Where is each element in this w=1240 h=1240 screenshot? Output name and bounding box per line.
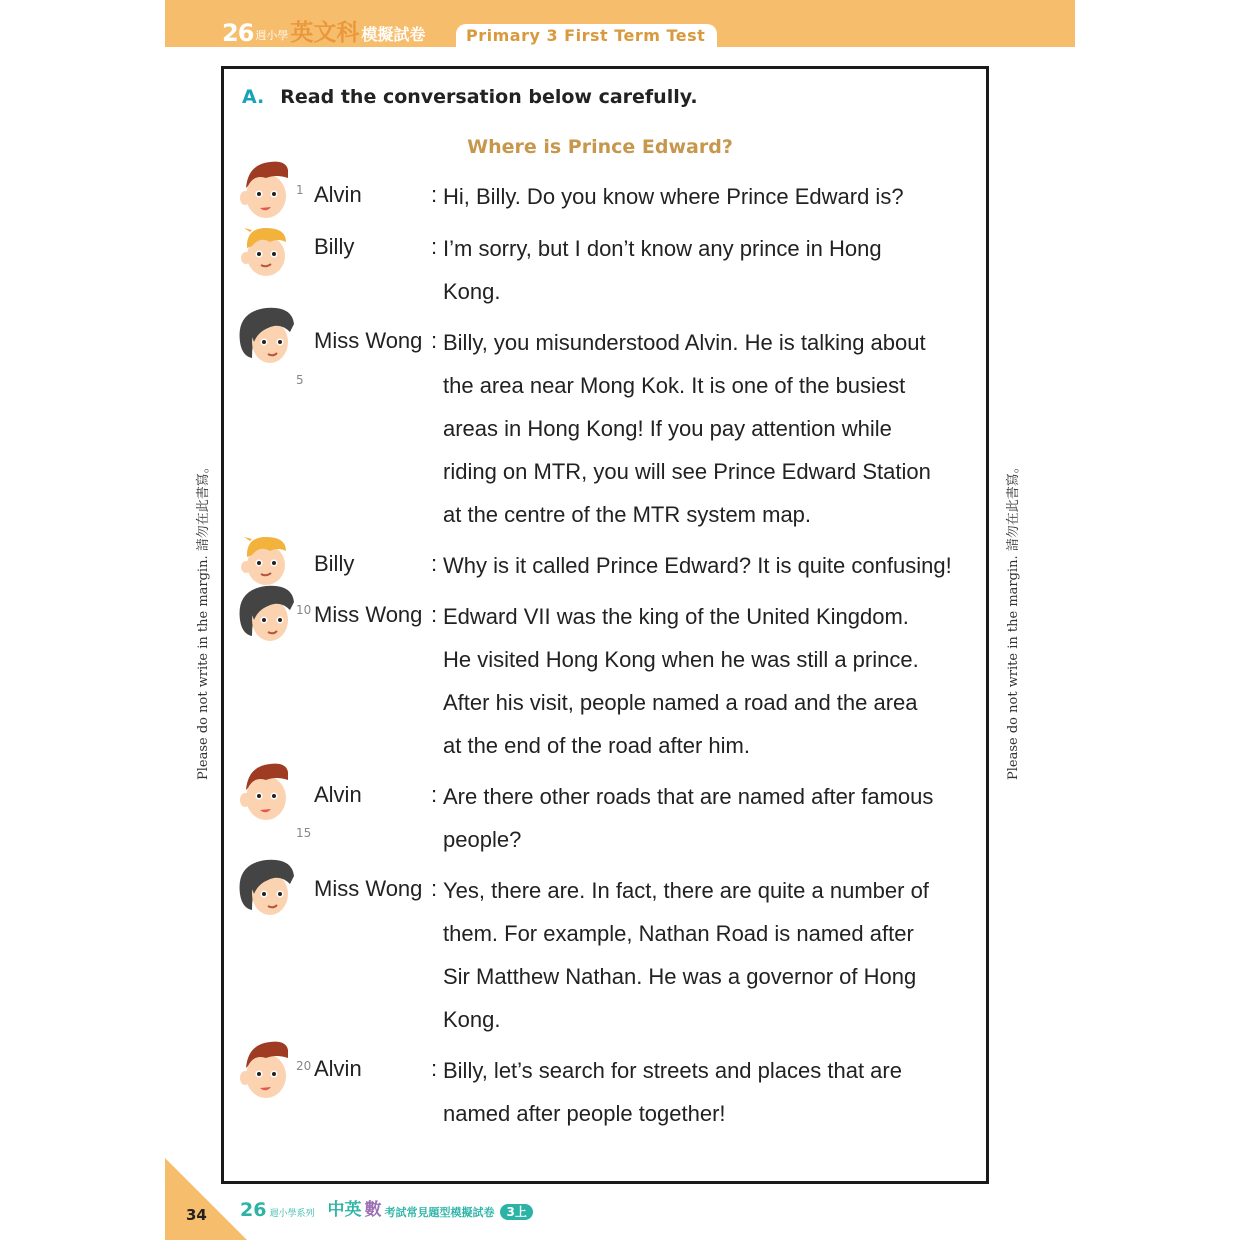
utterance-line: areas in Hong Kong! If you pay attention while xyxy=(443,416,892,441)
line-number: 5 xyxy=(296,373,304,387)
utterance-line: Kong. xyxy=(443,279,501,304)
utterance-line: Billy, you misunderstood Alvin. He is talking about xyxy=(443,330,926,355)
brand-paper-type: 模擬試卷 xyxy=(361,25,426,44)
utterance-line: Sir Matthew Nathan. He was a governor of Hong xyxy=(443,964,917,989)
brand-small-text: 週小學 xyxy=(255,29,289,42)
footer-series-small: 週小學系列 xyxy=(269,1209,315,1219)
utterance xyxy=(443,600,988,772)
utterance-line: After his visit, people named a road and the area xyxy=(443,690,918,715)
utterance-line: the area near Mong Kok. It is one of the busiest xyxy=(443,373,906,398)
speaker-colon: : xyxy=(431,782,438,807)
alvin-face-icon xyxy=(236,1036,296,1102)
speaker-colon: : xyxy=(431,328,438,353)
utterance-line: Billy, let’s search for streets and places that are xyxy=(443,1058,902,1083)
utterance-line: Why is it called Prince Edward? It is quite confusing! xyxy=(443,553,952,578)
footer-series-number: 26 xyxy=(240,1199,267,1221)
utterance-line: Edward VII was the king of the United Kingdom. xyxy=(443,604,909,629)
utterance xyxy=(443,780,988,866)
utterance xyxy=(443,549,988,592)
utterance-line: people? xyxy=(443,827,522,852)
utterance-line: He visited Hong Kong when he was still a prince. xyxy=(443,647,919,672)
speaker-colon: : xyxy=(431,234,438,259)
utterance-line: them. For example, Nathan Road is named after xyxy=(443,921,914,946)
billy-face-icon xyxy=(236,218,296,284)
section-letter: A. xyxy=(242,86,265,108)
test-title-tab: Primary 3 First Term Test xyxy=(456,24,717,47)
footer-series-title: 考試常見題型模擬試卷 xyxy=(384,1206,495,1219)
speaker-colon: : xyxy=(431,602,438,627)
speaker-name: Alvin xyxy=(314,1056,362,1081)
alvin-face-icon xyxy=(236,758,296,824)
utterance xyxy=(443,180,988,223)
footer-series-logo xyxy=(240,1200,533,1220)
speaker-colon: : xyxy=(431,182,438,207)
right-margin-note: Please do not write in the margin. 請勿在此書寫。 xyxy=(1006,460,1021,780)
brand-subject: 英文科 xyxy=(290,20,360,46)
miss-wong-face-icon xyxy=(236,302,296,368)
speaker-name: Miss Wong xyxy=(314,328,423,353)
footer-corner-triangle xyxy=(165,1158,247,1240)
brand-logo xyxy=(222,18,425,46)
speaker-name: Billy xyxy=(314,234,355,259)
footer-subjects: 中英 xyxy=(327,1200,362,1220)
utterance xyxy=(443,232,988,318)
footer-grade-badge: 3上 xyxy=(500,1204,532,1220)
utterance-line: I’m sorry, but I don’t know any prince in Hong xyxy=(443,236,882,261)
speaker-colon: : xyxy=(431,876,438,901)
alvin-face-icon xyxy=(236,156,296,222)
miss-wong-face-icon xyxy=(236,580,296,646)
speaker-colon: : xyxy=(431,551,438,576)
section-instruction: Read the conversation below carefully. xyxy=(280,86,698,108)
speaker-name: Miss Wong xyxy=(314,876,423,901)
left-margin-note: Please do not write in the margin. 請勿在此書寫。 xyxy=(196,460,211,780)
page-number: 34 xyxy=(186,1206,207,1224)
utterance-line: Yes, there are. In fact, there are quite a number of xyxy=(443,878,929,903)
speaker-name: Alvin xyxy=(314,782,362,807)
utterance-line: at the centre of the MTR system map. xyxy=(443,502,812,527)
utterance xyxy=(443,1054,988,1140)
footer-subject-math: 數 xyxy=(364,1200,382,1220)
brand-number: 26 xyxy=(222,19,254,47)
utterance-line: Kong. xyxy=(443,1007,501,1032)
line-number: 15 xyxy=(296,826,312,840)
miss-wong-face-icon xyxy=(236,854,296,920)
passage-title: Where is Prince Edward? xyxy=(467,136,733,158)
utterance xyxy=(443,874,988,1046)
utterance-line: at the end of the road after him. xyxy=(443,733,750,758)
utterance xyxy=(443,326,988,541)
utterance-line: named after people together! xyxy=(443,1101,726,1126)
line-number: 20 xyxy=(296,1059,312,1073)
speaker-name: Alvin xyxy=(314,182,362,207)
section-heading xyxy=(242,86,698,108)
line-number: 1 xyxy=(296,183,304,197)
speaker-colon: : xyxy=(431,1056,438,1081)
utterance-line: Are there other roads that are named after famous xyxy=(443,784,934,809)
speaker-name: Billy xyxy=(314,551,355,576)
utterance-line: Hi, Billy. Do you know where Prince Edward is? xyxy=(443,184,904,209)
utterance-line: riding on MTR, you will see Prince Edward Station xyxy=(443,459,931,484)
line-number: 10 xyxy=(296,603,312,617)
speaker-name: Miss Wong xyxy=(314,602,423,627)
